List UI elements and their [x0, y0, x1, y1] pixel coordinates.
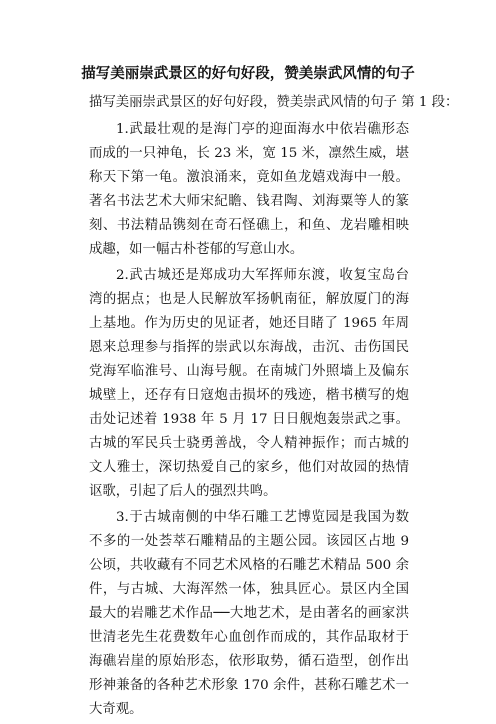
intro-line: 描写美丽崇武景区的好句好段，赞美崇武风情的句子 第 1 段： — [89, 95, 459, 110]
paragraph-3: 3.于古城南侧的中华石雕工艺博览园是我国为数不多的一处荟萃石雕精品的主题公园。该园区占地 9 公顷，共收藏有不同艺术风格的石雕艺术精品 500 余件，与古城、大海浑然一体，独具匠心。景区内全国最大的岩雕艺术作品──大地艺术，是由著名的画家洪世清老先生花费数年心血创作而成的，其作品取材于海礁岩崖的原始形态，依形取势，循石造型，创作出形神兼备的各种艺术形象 170 余件，甚称石雕艺术一大奇观。 — [89, 510, 409, 717]
document-body — [89, 118, 409, 724]
paragraph-1: 1.武最壮观的是海门亭的迎面海水中依岩礁形态而成的一只神龟，长 23 米，宽 15 米，凛然生威，堪称天下第一龟。激浪涌来，竟如鱼龙嬉戏海中一般。著名书法艺术大师宋紀瞻、钱君陶、刘海粟等人的篆刻、书法精品镌刻在奇石怪礁上，和鱼、龙岩雕相映成趣，如一幅古朴苍郁的写意山水。 — [89, 122, 409, 257]
paragraph-2: 2.武古城还是郑成功大军挥师东渡，收复宝岛台湾的据点；也是人民解放军扬帆南征，解放厦门的海上基地。作为历史的见证者，她还目睹了 1965 年周恩来总理参与指挥的崇武以东海战，击沉、击伤国民党海军临淮号、山海号舰。在南城门外照墙上及偏东城壁上，还存有日寇炮击损坏的残迹，楷书横写的炮击处记述着 1938 年 5 月 17 日日舰炮轰崇武之事。古城的军民兵士骁勇善战，令人精神振作；而古城的文人雅士，深切热爱自己的家乡，他们对故园的热情讴歌，引起了后人的强烈共鸣。 — [89, 268, 409, 499]
document-title: 描写美丽崇武景区的好句好段，赞美崇武风情的句子 — [81, 66, 415, 82]
